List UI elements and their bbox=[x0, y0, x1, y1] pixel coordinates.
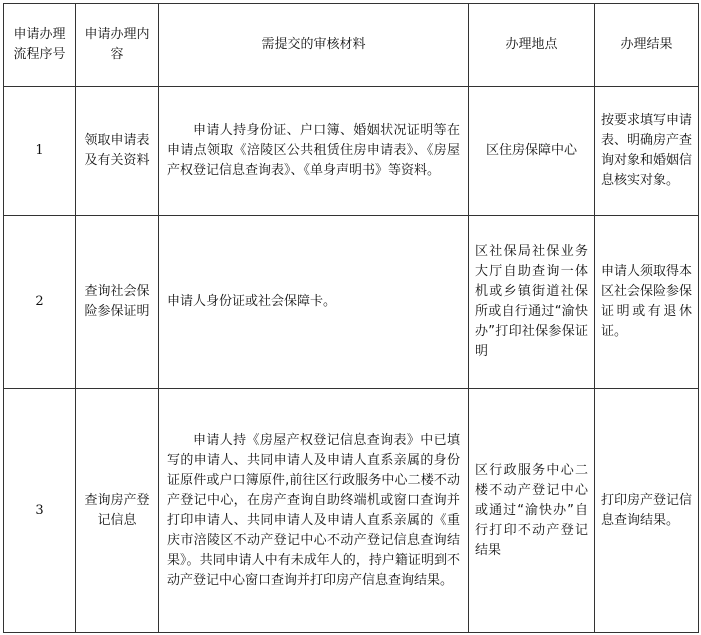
handling-location: 区行政服务中心二楼不动产登记中心或通过“渝快办”自行打印不动产登记结果 bbox=[469, 389, 595, 633]
table-row bbox=[4, 216, 699, 389]
required-materials: 申请人持《房屋产权登记信息查询表》中已填写的申请人、共同申请人及申请人直系亲属的身份证原件或户口簿原件,前往区行政服务中心二楼不动产登记中心，在房产查询自助终端机或窗口查询并打印申请人、共同申请人及申请人直系亲属的《重庆市涪陵区不动产登记中心不动产登记信息查询结果》。共同申请人中有未成年人的，持户籍证明到不动产登记中心窗口查询并打印房产信息查询结果。 bbox=[159, 389, 469, 633]
header-result: 办理结果 bbox=[595, 4, 699, 87]
required-materials: 申请人持身份证、户口簿、婚姻状况证明等在申请点领取《涪陵区公共租赁住房申请表》、《房屋产权登记信息查询表》、《单身声明书》等资料。 bbox=[159, 87, 469, 216]
handling-result: 按要求填写申请表、明确房产查询对象和婚姻信息核实对象。 bbox=[595, 87, 699, 216]
header-materials: 需提交的审核材料 bbox=[159, 4, 469, 87]
apply-content: 领取申请表及有关资料 bbox=[76, 87, 159, 216]
header-location: 办理地点 bbox=[469, 4, 595, 87]
step-number: 2 bbox=[4, 216, 76, 389]
apply-content: 查询房产登记信息 bbox=[76, 389, 159, 633]
table-row bbox=[4, 87, 699, 216]
header-content: 申请办理内容 bbox=[76, 4, 159, 87]
step-number: 1 bbox=[4, 87, 76, 216]
handling-location: 区社保局社保业务大厅自助查询一体机或乡镇街道社保所或自行通过“渝快办”打印社保参保证明 bbox=[469, 216, 595, 389]
apply-content: 查询社会保险参保证明 bbox=[76, 216, 159, 389]
table-row bbox=[4, 389, 699, 633]
step-number: 3 bbox=[4, 389, 76, 633]
procedure-table bbox=[3, 3, 699, 633]
table-header-row bbox=[4, 4, 699, 87]
header-step: 申请办理流程序号 bbox=[4, 4, 76, 87]
handling-location: 区住房保障中心 bbox=[469, 87, 595, 216]
required-materials: 申请人身份证或社会保障卡。 bbox=[159, 216, 469, 389]
handling-result: 申请人须取得本区社会保险参保证明或有退休证。 bbox=[595, 216, 699, 389]
handling-result: 打印房产登记信息查询结果。 bbox=[595, 389, 699, 633]
